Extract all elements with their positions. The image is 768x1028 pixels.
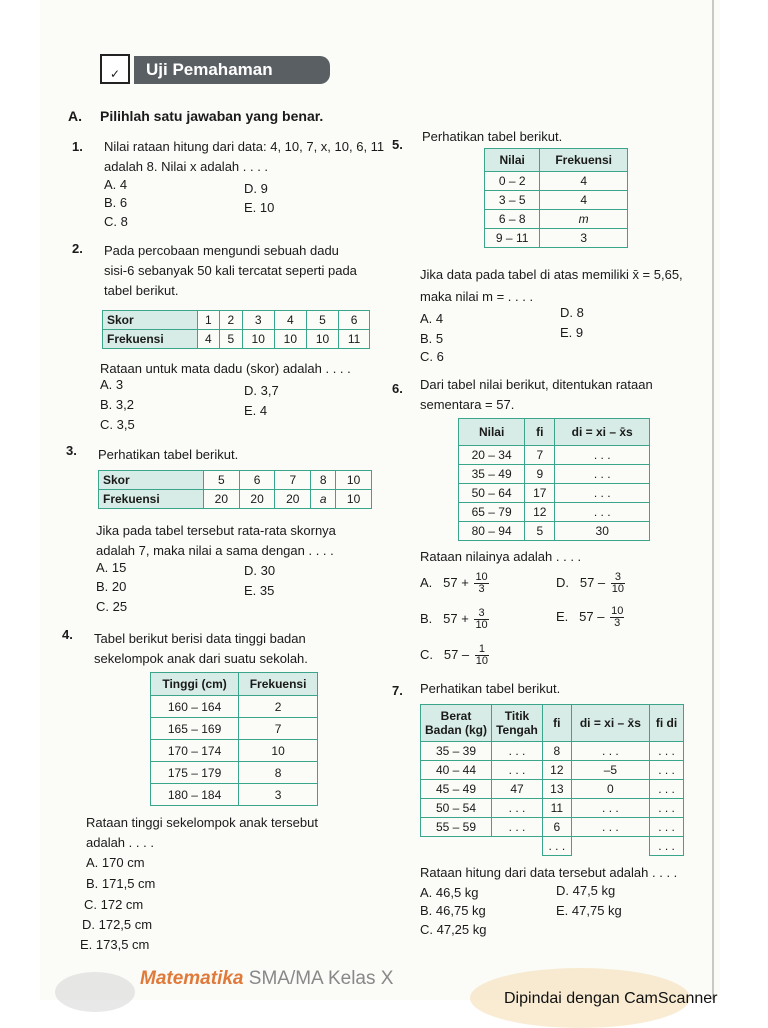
q2-line1: Pada percobaan mengundi sebuah dadu	[104, 243, 339, 258]
table-cell: 35 – 39	[421, 742, 492, 761]
q5-option-e: E. 9	[560, 325, 584, 340]
q7-line1: Perhatikan tabel berikut.	[420, 681, 561, 696]
table-header: di = xi – x̄s	[555, 419, 650, 446]
q7-option-e: E. 47,75 kg	[556, 903, 622, 918]
q6-option-c	[420, 644, 489, 667]
q7-option-c: C. 47,25 kg	[420, 922, 487, 937]
table-cell: 17	[525, 484, 555, 503]
q7-table	[420, 704, 684, 856]
q4-line2: sekelompok anak dari suatu sekolah.	[94, 651, 308, 666]
q1-number: 1.	[72, 139, 83, 154]
numerator: 10	[475, 571, 488, 583]
q4-table	[150, 672, 318, 806]
q5-number: 5.	[392, 137, 403, 152]
q4-option-e: E. 173,5 cm	[80, 937, 150, 952]
table-header: fi	[525, 419, 555, 446]
q6-number: 6.	[392, 381, 403, 396]
table-row	[99, 490, 372, 509]
table-cell: 1	[197, 311, 220, 330]
table-cell: 3 – 5	[485, 191, 540, 210]
q4-option-d: D. 172,5 cm	[82, 917, 153, 932]
table-cell: 180 – 184	[151, 784, 239, 806]
option-label: A.	[420, 574, 433, 590]
table-cell: –5	[571, 761, 649, 780]
header-title: Uji Pemahaman	[134, 56, 330, 84]
q2-line2: sisi-6 sebanyak 50 kali tercatat seperti pada	[104, 263, 357, 278]
table-cell: 4	[274, 311, 306, 330]
table-row	[103, 311, 370, 330]
table-cell: 10	[239, 740, 318, 762]
q7-option-b: B. 46,75 kg	[420, 903, 486, 918]
table-cell: 6	[239, 471, 275, 490]
q6-option-e	[556, 606, 624, 629]
empty-cell	[492, 837, 543, 856]
q7-number: 7.	[392, 683, 403, 698]
table-cell: 10	[306, 330, 338, 349]
q4-option-b: B. 171,5 cm	[86, 876, 156, 891]
footer-book-title	[140, 968, 393, 990]
q5-option-c: C. 6	[420, 349, 444, 364]
denominator: 3	[478, 583, 485, 595]
q4-option-c: C. 172 cm	[84, 897, 144, 912]
table-cell: 3	[242, 311, 274, 330]
empty-cell	[571, 837, 649, 856]
numerator: 3	[474, 608, 488, 620]
q1-option-d: D. 9	[244, 181, 268, 196]
q7-option-d: D. 47,5 kg	[556, 883, 616, 898]
table-cell: 10	[336, 490, 372, 509]
table-cell: m	[540, 210, 628, 229]
table-header: fi di	[650, 705, 684, 742]
q3-option-c: C. 25	[96, 599, 128, 614]
table-cell: 13	[543, 780, 572, 799]
q5-option-d: D. 8	[560, 305, 584, 320]
table-cell: 11	[543, 799, 572, 818]
table-row	[459, 419, 650, 446]
table-row	[151, 762, 318, 784]
q2-line3: tabel berikut.	[104, 283, 179, 298]
option-label: D.	[556, 574, 569, 590]
camscanner-watermark: Dipindai dengan CamScanner	[504, 990, 718, 1007]
table-cell: 4	[197, 330, 220, 349]
table-cell: 170 – 174	[151, 740, 239, 762]
table-cell: . . .	[555, 465, 650, 484]
table-cell: 3	[540, 229, 628, 248]
table-row	[151, 673, 318, 696]
page-edge	[712, 0, 714, 1000]
table-cell: 5	[220, 330, 243, 349]
table-cell: 80 – 94	[459, 522, 525, 541]
table-header: di = xi – x̄s	[571, 705, 649, 742]
q1-option-a: A. 4	[104, 177, 128, 192]
table-cell: 9	[525, 465, 555, 484]
table-row	[421, 818, 684, 837]
q2-after: Rataan untuk mata dadu (skor) adalah . . . .	[100, 361, 351, 376]
table-cell: 65 – 79	[459, 503, 525, 522]
table-cell: . . .	[492, 742, 543, 761]
table-cell: 11	[339, 330, 370, 349]
table-cell: 8	[239, 762, 318, 784]
table-cell: 50 – 64	[459, 484, 525, 503]
table-row	[485, 191, 628, 210]
option-base: 57 –	[579, 608, 605, 624]
footer-brand: Matematika	[140, 968, 244, 989]
q2-option-a: A. 3	[100, 377, 124, 392]
q2-option-d: D. 3,7	[244, 383, 279, 398]
table-cell: . . .	[555, 446, 650, 465]
table-header: Titik Tengah	[492, 705, 543, 742]
total-fidi: . . .	[650, 837, 684, 856]
table-cell: 4	[540, 172, 628, 191]
table-header: fi	[543, 705, 572, 742]
q3-after2: adalah 7, maka nilai a sama dengan . . . .	[96, 543, 334, 558]
table-cell: . . .	[571, 818, 649, 837]
q3-option-e: E. 35	[244, 583, 275, 598]
q5-table	[484, 148, 628, 248]
table-cell: . . .	[650, 799, 684, 818]
section-letter: A.	[68, 108, 82, 124]
q3-option-a: A. 15	[96, 560, 127, 575]
table-cell: . . .	[650, 761, 684, 780]
q3-line1: Perhatikan tabel berikut.	[98, 447, 239, 462]
table-cell: 6 – 8	[485, 210, 540, 229]
table-cell: 47	[492, 780, 543, 799]
option-label: B.	[420, 610, 433, 626]
q4-after1: Rataan tinggi sekelompok anak tersebut	[86, 815, 318, 830]
table-row	[459, 522, 650, 541]
q2-number: 2.	[72, 241, 83, 256]
q2-option-e: E. 4	[244, 403, 268, 418]
table-row	[151, 784, 318, 806]
table-row	[151, 696, 318, 718]
fraction	[611, 572, 625, 595]
q1-option-b: B. 6	[104, 195, 128, 210]
q2-option-b: B. 3,2	[100, 397, 134, 412]
q4-number: 4.	[62, 627, 73, 642]
table-cell: 2	[239, 696, 318, 718]
table-cell: 7	[239, 718, 318, 740]
table-cell: . . .	[650, 780, 684, 799]
table-cell: 6	[339, 311, 370, 330]
table-row	[421, 705, 684, 742]
denominator: 10	[475, 655, 489, 667]
table-cell: . . .	[650, 818, 684, 837]
table-row	[151, 718, 318, 740]
table-cell: 10	[242, 330, 274, 349]
q6-line2: sementara = 57.	[420, 397, 515, 412]
q5-option-b: B. 5	[420, 331, 444, 346]
q5-option-a: A. 4	[420, 311, 444, 326]
table-cell: 50 – 54	[421, 799, 492, 818]
q1-line1: Nilai rataan hitung dari data: 4, 10, 7, x, 10, 6, 11	[104, 139, 385, 154]
table-cell: 2	[220, 311, 243, 330]
q6-option-d	[556, 572, 625, 595]
table-cell: 4	[540, 191, 628, 210]
table-cell: 5	[525, 522, 555, 541]
fraction	[610, 606, 624, 629]
table-cell: 175 – 179	[151, 762, 239, 784]
table-row	[485, 172, 628, 191]
q5-after2: maka nilai m = . . . .	[420, 289, 534, 304]
table-cell: . . .	[492, 818, 543, 837]
table-cell: 8	[543, 742, 572, 761]
q4-option-a: A. 170 cm	[86, 855, 145, 870]
table-cell: Frekuensi	[99, 490, 204, 509]
q3-option-b: B. 20	[96, 579, 127, 594]
table-cell: 7	[275, 471, 311, 490]
table-header: Berat Badan (kg)	[421, 705, 492, 742]
q2-table	[102, 310, 370, 349]
option-label: C.	[420, 646, 433, 662]
table-cell: . . .	[650, 742, 684, 761]
fraction	[475, 644, 489, 667]
footer-subtitle: SMA/MA Kelas X	[243, 968, 394, 989]
q1-option-e: E. 10	[244, 200, 275, 215]
table-cell: 10	[336, 471, 372, 490]
table-header: Frekuensi	[540, 149, 628, 172]
numerator: 1	[475, 644, 489, 656]
table-cell: 0 – 2	[485, 172, 540, 191]
table-cell: Frekuensi	[103, 330, 198, 349]
q4-line1: Tabel berikut berisi data tinggi badan	[94, 631, 306, 646]
section-instruction: Pilihlah satu jawaban yang benar.	[100, 108, 324, 124]
option-base: 57 –	[579, 574, 606, 590]
decorative-blob	[55, 972, 135, 1012]
q3-after1: Jika pada tabel tersebut rata-rata skornya	[96, 523, 336, 538]
q3-number: 3.	[66, 443, 77, 458]
q2-option-c: C. 3,5	[100, 417, 135, 432]
q7-option-a: A. 46,5 kg	[420, 885, 479, 900]
q4-after2: adalah . . . .	[86, 835, 154, 850]
q6-after: Rataan nilainya adalah . . . .	[420, 549, 582, 564]
q5-after1: Jika data pada tabel di atas memiliki x̄ = 5,65,	[420, 267, 683, 282]
total-fi: . . .	[543, 837, 572, 856]
table-row	[459, 503, 650, 522]
table-row	[421, 799, 684, 818]
table-cell: 7	[525, 446, 555, 465]
q6-line1: Dari tabel nilai berikut, ditentukan rataan	[420, 377, 653, 392]
table-cell: . . .	[555, 503, 650, 522]
table-row	[459, 446, 650, 465]
table-row	[421, 780, 684, 799]
table-row	[421, 761, 684, 780]
table-row	[99, 471, 372, 490]
table-row	[459, 465, 650, 484]
table-cell: 3	[239, 784, 318, 806]
table-cell: . . .	[571, 742, 649, 761]
table-row	[151, 740, 318, 762]
option-label: E.	[556, 608, 569, 624]
q5-line1: Perhatikan tabel berikut.	[422, 129, 563, 144]
table-cell: 20	[275, 490, 311, 509]
denominator: 3	[614, 617, 621, 629]
fraction	[474, 572, 488, 595]
numerator: 10	[611, 605, 624, 617]
table-cell: 12	[525, 503, 555, 522]
denominator: 10	[611, 583, 625, 595]
table-cell: Skor	[99, 471, 204, 490]
table-header: Nilai	[485, 149, 540, 172]
empty-cell	[421, 837, 492, 856]
checkbox-icon: ✓	[100, 54, 130, 84]
table-cell: 5	[306, 311, 338, 330]
table-cell: 8	[311, 471, 336, 490]
option-base: 57 +	[443, 574, 469, 590]
table-cell: . . .	[492, 799, 543, 818]
table-cell: 30	[555, 522, 650, 541]
table-cell: 9 – 11	[485, 229, 540, 248]
table-cell: 35 – 49	[459, 465, 525, 484]
table-header: Frekuensi	[239, 673, 318, 696]
table-cell: 20	[204, 490, 240, 509]
q1-option-c: C. 8	[104, 214, 128, 229]
table-cell: Skor	[103, 311, 198, 330]
q1-line2: adalah 8. Nilai x adalah . . . .	[104, 159, 269, 174]
fraction	[474, 608, 488, 631]
q6-option-b	[420, 608, 489, 631]
table-cell: 10	[274, 330, 306, 349]
table-cell: 160 – 164	[151, 696, 239, 718]
table-cell: 40 – 44	[421, 761, 492, 780]
table-header: Nilai	[459, 419, 525, 446]
table-cell: 6	[543, 818, 572, 837]
q7-after: Rataan hitung dari data tersebut adalah . . . .	[420, 865, 678, 880]
option-base: 57 +	[443, 610, 469, 626]
table-cell: 55 – 59	[421, 818, 492, 837]
table-row	[485, 210, 628, 229]
q3-table	[98, 470, 372, 509]
table-row	[103, 330, 370, 349]
q6-option-a	[420, 572, 489, 595]
table-cell: . . .	[571, 799, 649, 818]
q3-option-d: D. 30	[244, 563, 276, 578]
denominator: 10	[475, 619, 488, 631]
table-cell: 45 – 49	[421, 780, 492, 799]
table-cell: . . .	[555, 484, 650, 503]
table-cell: 20	[239, 490, 275, 509]
table-cell: 20 – 34	[459, 446, 525, 465]
table-row	[459, 484, 650, 503]
table-header: Tinggi (cm)	[151, 673, 239, 696]
table-cell: 0	[571, 780, 649, 799]
table-row	[421, 742, 684, 761]
table-total-row	[421, 837, 684, 856]
q6-table	[458, 418, 650, 541]
option-base: 57 –	[443, 646, 470, 662]
section-header	[100, 50, 330, 88]
table-cell: 165 – 169	[151, 718, 239, 740]
table-cell: 12	[543, 761, 572, 780]
table-row	[485, 149, 628, 172]
numerator: 3	[611, 572, 625, 584]
table-cell: 5	[204, 471, 240, 490]
table-cell: a	[311, 490, 336, 509]
table-cell: . . .	[492, 761, 543, 780]
table-row	[485, 229, 628, 248]
